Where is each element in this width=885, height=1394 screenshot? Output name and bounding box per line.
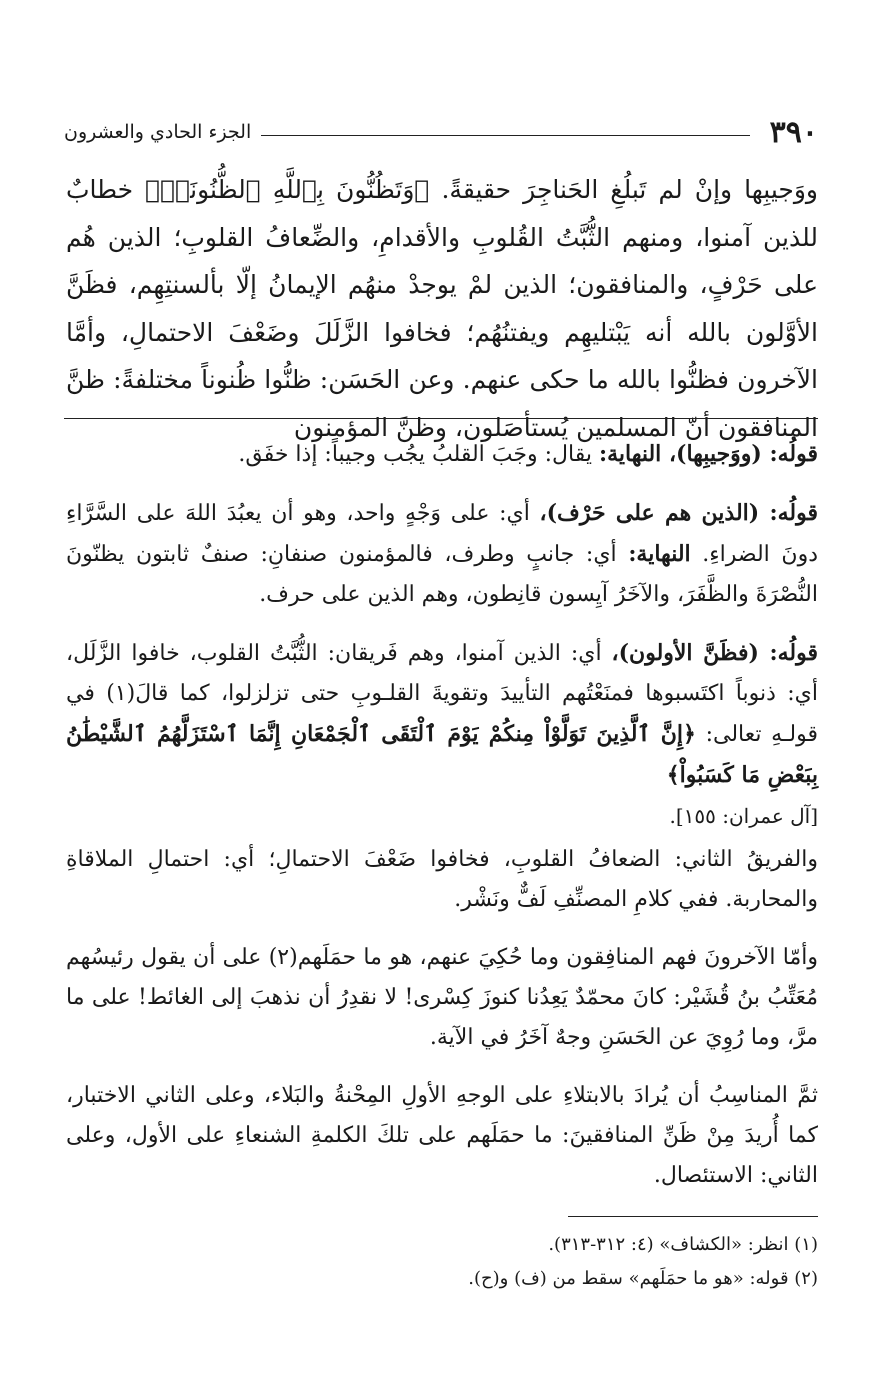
footnote-rule: [568, 1216, 818, 1217]
commentary-source: النهاية:: [628, 541, 691, 567]
main-text: [66, 166, 818, 451]
main-text-divider: [64, 418, 818, 419]
commentary-lemma: قولُه: (الذين هم على حَرْف)،: [539, 500, 818, 526]
running-title: الجزء الحادي والعشرون: [64, 121, 252, 143]
commentary-text: أي: على وَجْهٍ واحد، وهو أن يعبُدَ اللهَ على السَّرَّاءِ دونَ الضراءِ.: [66, 501, 819, 567]
footnote-2: (٢) قوله: «هو ما حمَلَهم» سقط من (ف) و(ح).: [468, 1268, 818, 1289]
commentary-text: يقال: وجَبَ القلبُ يجُب وجيباً: إذا خفَق.: [238, 442, 599, 467]
page-header: [64, 112, 818, 152]
commentary-paragraph-2: [66, 493, 818, 615]
commentary-paragraph-6: ثمَّ المناسِبُ أن يُرادَ بالابتلاءِ على الوجهِ الأولِ المِحْنةُ والبَلاء، وعلى الثاني الاختبار، كما أُريدَ مِنْ ظَنِّ المنافقينَ: ما حمَلَهم على تلكَ الكلمةِ الشنعاءِ على الأول، وعلى الثاني: الاستئصال.: [66, 1083, 818, 1188]
commentary-paragraph-5: وأمّا الآخرونَ فهم المنافِقون وما حُكِيَ عنهم، هو ما حمَلَهم(٢) على أن يقول رئيسُهم مُعَتِّبُ بنُ قُشَيْر: كانَ محمّدٌ يَعِدُنا كنوزَ كِسْرى! لا نقدِرُ أن نذهبَ إلى الغائط! على ما مرَّ، وما رُوِيَ عن الحَسَنِ وجهٌ آخَرُ في الآية.: [66, 945, 818, 1050]
commentary-text: أي: الذين آمنوا، وهم فَريقان: الثُّبَّتُ القلوب، خافوا الزَّلَل، أي: ذنوباً اكتَسبوها فمنَعْتُهم التأييدَ وتقويةَ القلـوبِ حتى تزلزلوا، كما قالَ(١) في قولـهِ تعالى:: [66, 641, 818, 747]
footnote-1: (١) انظر: «الكشاف» (٤: ٣١٢-٣١٣).: [548, 1234, 818, 1255]
page-number: ٣٩٠: [769, 114, 818, 150]
commentary-paragraph-4: والفريقُ الثاني: الضعافُ القلوبِ، فخافوا ضَعْفَ الاحتمالِ؛ أي: احتمالِ الملاقاةِ والمحاربة. ففي كلامِ المصنِّفِ لَفٌّ ونَشْر.: [66, 847, 818, 912]
commentary-lemma: قولُه: (ووَجيبِها)، النهاية:: [598, 441, 818, 467]
verse-citation: [آل عمران: ١٥٥].: [669, 804, 818, 828]
commentary: [66, 434, 818, 1214]
main-paragraph: ووَجيبِها وإنْ لم تَبلُغِ الحَناجِرَ حقيقةً. ﴿وَتَظُنُّونَ بِٱللَّهِ ٱلظُّنُونَا۠﴾ خطابٌ للذين آمنوا، ومنهم الثُّبَّتُ القُلوبِ والأقدامِ، والضِّعافُ القلوبِ؛ الذين هُم على حَرْفٍ، والمنافقون؛ الذين لمْ يوجدْ منهُم الإيمانُ إلّا بألسنتِهِم، فظَنَّ الأوَّلون بالله أنه يَبْتليهِم ويفتنُهُم؛ فخافوا الزَّلَلَ وضَعْفَ الاحتمالِ، وأمَّا الآخرون فظنُّوا بالله ما حكى عنهم. وعن الحَسَن: ظنُّوا ظُنوناً مختلفةً: ظنَّ المنافقون أنّ المسلمين يُستأصَلون، وظنَّ المؤمنون: [66, 175, 818, 442]
commentary-text: أي: جانبٍ وطرف، فالمؤمنون صنفانِ: صنفٌ ثابتون يظنّونَ النُّصْرَةَ والظَّفَرَ، والآخَرُ آيِسون قانِطون، وهم الذين على حرف.: [66, 542, 818, 607]
footnotes: [66, 1228, 818, 1296]
commentary-paragraph-1: [66, 434, 818, 475]
quran-verse: ﴿إِنَّ ٱلَّذِينَ تَوَلَّوْاْ مِنكُمْ يَوْمَ ٱلْتَقَى ٱلْجَمْعَانِ إِنَّمَا ٱسْتَزَلَّهُمُ ٱلشَّيْطَٰنُ بِبَعْضِ مَا كَسَبُواْ﴾: [66, 721, 818, 788]
commentary-paragraph-3: [66, 633, 818, 836]
commentary-lemma: قولُه: (فظَنَّ الأولون)،: [611, 640, 819, 666]
header-rule: [261, 135, 749, 136]
